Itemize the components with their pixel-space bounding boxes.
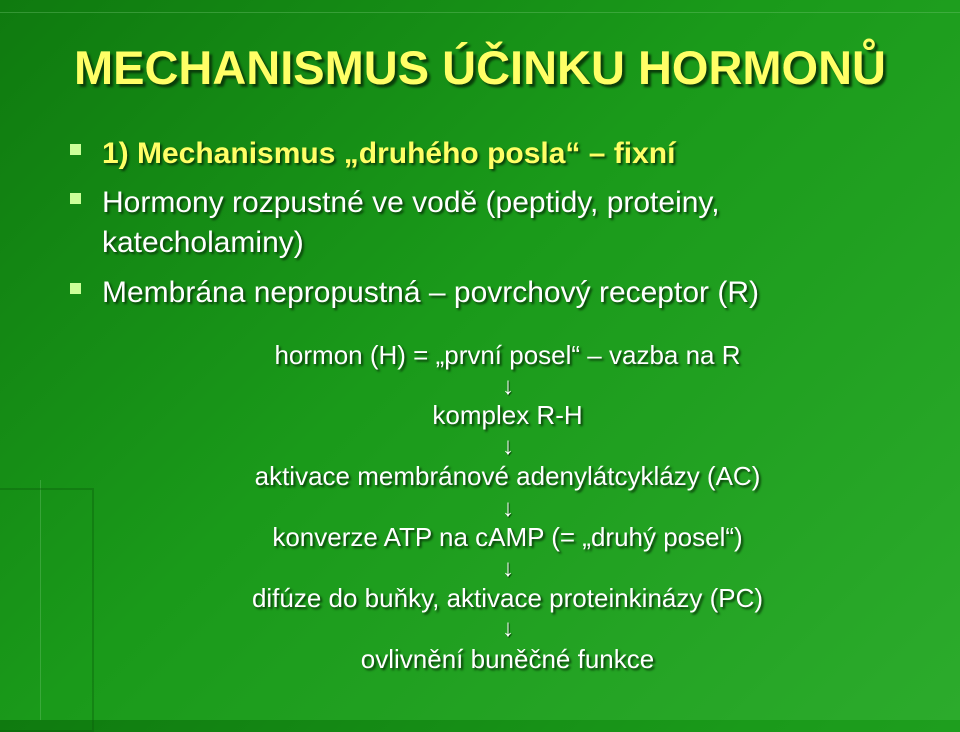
bullet-square-icon (70, 144, 81, 155)
down-arrow-icon: ↓ (502, 495, 514, 522)
chain-step-5: difúze do buňky, aktivace proteinkinázy (PC) (251, 583, 764, 613)
bullet-text: Membrána nepropustná – povrchový receptor (R) (102, 276, 759, 309)
chain-step-6: ovlivnění buněčné funkce (360, 644, 655, 674)
chain-step-2: komplex R-H (432, 400, 583, 430)
down-arrow-icon: ↓ (502, 555, 514, 582)
page-title: MECHANISMUS ÚČINKU HORMONŮ (73, 41, 887, 94)
chain-step-1: hormon (H) = „první posel“ – vazba na R (274, 340, 741, 370)
bullet-square-icon (70, 283, 81, 294)
bullet-square-icon (70, 193, 81, 204)
bullet-text: Hormony rozpustné ve vodě (peptidy, proteiny, katecholaminy) (102, 186, 720, 259)
bullet-text: 1) Mechanismus „druhého posla“ – fixní (102, 137, 676, 170)
decor-line-top (0, 12, 960, 13)
chain-step-4: konverze ATP na cAMP (= „druhý posel“) (272, 522, 743, 552)
down-arrow-icon: ↓ (502, 433, 514, 460)
down-arrow-icon: ↓ (502, 615, 514, 642)
chain-step-3: aktivace membránové adenylátcyklázy (AC) (254, 461, 761, 491)
down-arrow-icon: ↓ (502, 373, 514, 400)
